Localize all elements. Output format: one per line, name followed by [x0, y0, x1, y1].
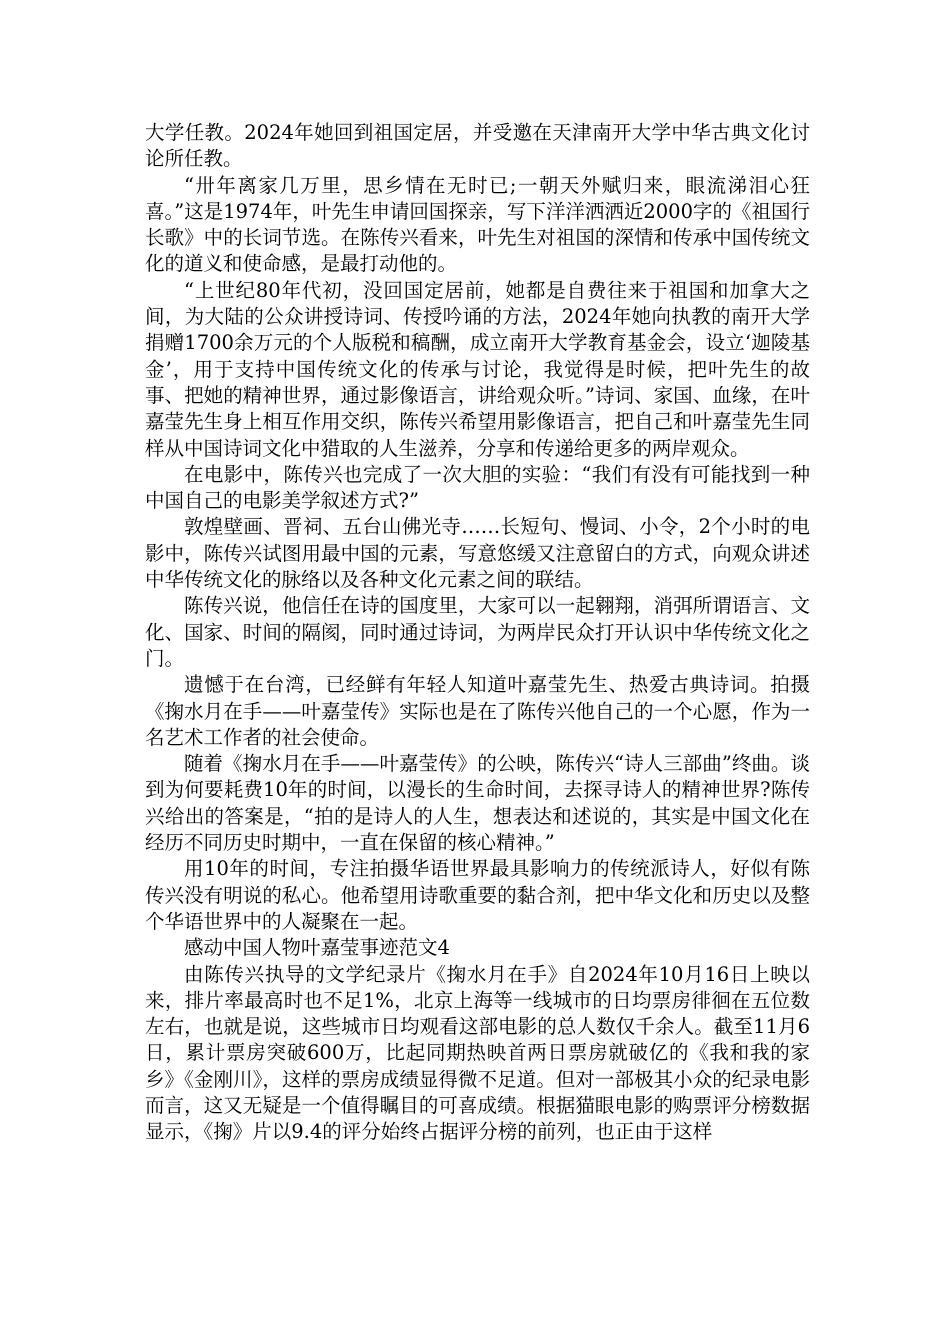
document-page: [145, 120, 810, 1146]
paragraph-7: 随着《掬水月在手——叶嘉莹传》的公映，陈传兴“诗人三部曲”终曲。谈到为何要耗费10年的时间，以漫长的生命时间，去探寻诗人的精神世界?陈传兴给出的答案是，“拍的是诗人的人生，想表达和述说的，其实是中国文化在经历不同历史时期中，一直在保留的核心精神。”: [145, 752, 810, 855]
paragraph-8: 用10年的时间，专注拍摄华语世界最具影响力的传统派诗人，好似有陈传兴没有明说的私心。他希望用诗歌重要的黏合剂，把中华文化和历史以及整个华语世界中的人凝聚在一起。: [145, 857, 810, 933]
paragraph-4: 敦煌壁画、晋祠、五台山佛光寺……长短句、慢词、小令，2个小时的电影中，陈传兴试图用最中国的元素，写意悠缓又注意留白的方式，向观众讲述中华传统文化的脉络以及各种文化元素之间的联结。: [145, 515, 810, 592]
paragraph-1: “卅年离家几万里，思乡情在无时已;一朝天外赋归来，眼流涕泪心狂喜。”这是1974年，叶先生申请回国探亲，写下洋洋洒洒近2000字的《祖国行长歌》中的长词节选。在陈传兴看来，叶先生对祖国的深情和传承中国传统文化的道义和使命感，是最打动他的。: [145, 173, 810, 276]
section-heading: 感动中国人物叶嘉莹事迹范文4: [184, 936, 450, 960]
paragraph-0: 大学任教。2024年她回到祖国定居，并受邀在天津南开大学中华古典文化讨论所任教。: [145, 121, 810, 171]
paragraph-5: 陈传兴说，他信任在诗的国度里，大家可以一起翱翔，消弭所谓语言、文化、国家、时间的隔阂，同时通过诗词，为两岸民众打开认识中华传统文化之门。: [145, 594, 810, 670]
paragraph-6: 遗憾于在台湾，已经鲜有年轻人知道叶嘉莹先生、热爱古典诗词。拍摄《掬水月在手——叶嘉莹传》实际也是在了陈传兴他自己的一个心愿，作为一名艺术工作者的社会使命。: [145, 673, 810, 749]
paragraph-10: 由陈传兴执导的文学纪录片《掬水月在手》自2024年10月16日上映以来，排片率最高时也不足1%，北京上海等一线城市的日均票房徘徊在五位数左右，也就是说，这些城市日均观看这部电影的总人数仅千余人。截至11月6日，累计票房突破600万，比起同期热映首两日票房就破亿的《我和我的家乡》《金刚川》，这样的票房成绩显得微不足道。但对一部极其小众的纪录电影而言，这又无疑是一个值得瞩目的可喜成绩。根据猫眼电影的购票评分榜数据显示，《掬》片以9.4的评分始终占据评分榜的前列，也正由于这样: [145, 962, 810, 1144]
paragraph-2: “上世纪80年代初，没回国定居前，她都是自费往来于祖国和加拿大之间，为大陆的公众讲授诗词、传授吟诵的方法，2024年她向执教的南开大学捐赠1700余万元的个人版税和稿酬，成立南开大学教育基金会，设立‘迦陵基金’，用于支持中国传统文化的传承与讨论，我觉得是时候，把叶先生的故事、把她的精神世界，通过影像语言，讲给观众听。”诗词、家国、血缘，在叶嘉莹先生身上相互作用交织，陈传兴希望用影像语言，把自己和叶嘉莹先生同样从中国诗词文化中猎取的人生滋养，分享和传递给更多的两岸观众。: [145, 278, 810, 460]
paragraph-3: 在电影中，陈传兴也完成了一次大胆的实验：“我们有没有可能找到一种中国自己的电影美学叙述方式?”: [145, 462, 810, 513]
